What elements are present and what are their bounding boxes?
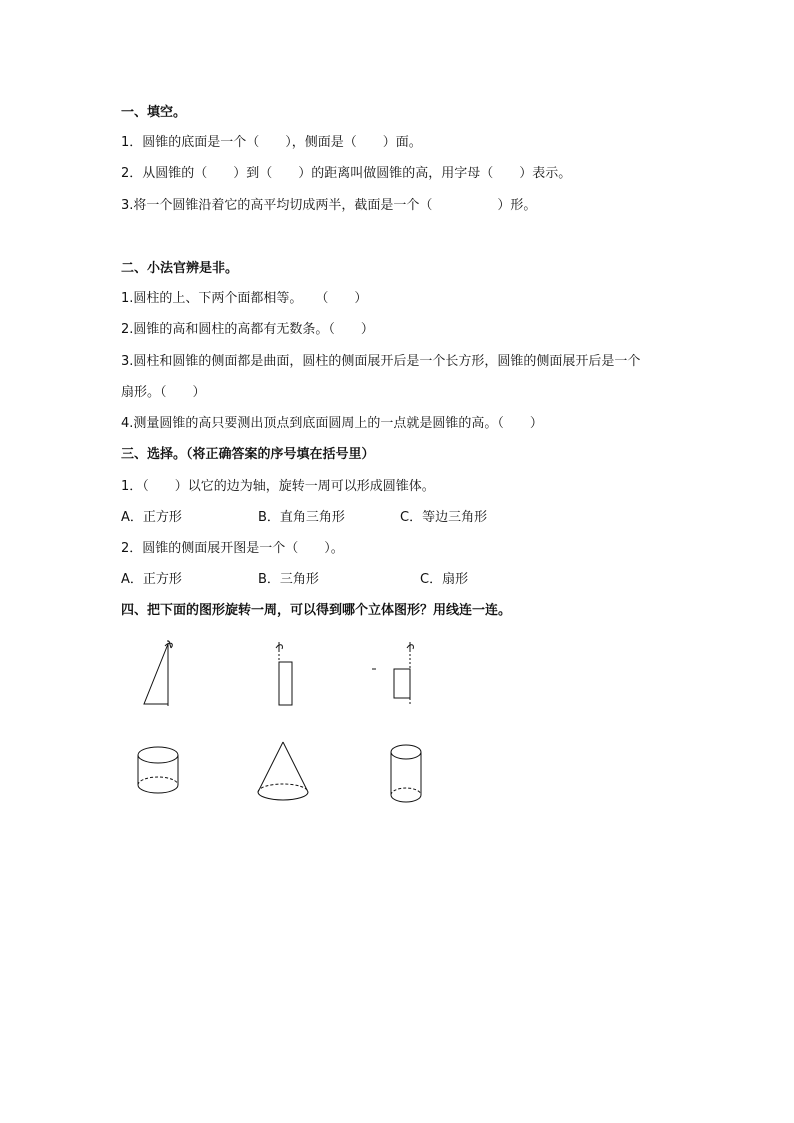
section2-question-1: 1.圆柱的上、下两个面都相等。 （ ） xyxy=(121,291,368,306)
section2-question-3-line1: 3.圆柱和圆锥的侧面都是曲面，圆柱的侧面展开后是一个长方形，圆锥的侧面展开后是一个 xyxy=(121,354,641,369)
section2-question-3-line2: 扇形。（ ） xyxy=(121,385,206,400)
section3-question-2: 2．圆锥的侧面展开图是一个（ ）。 xyxy=(121,541,344,556)
section2-question-4: 4.测量圆锥的高只要测出顶点到底面圆周上的一点就是圆锥的高。（ ） xyxy=(121,416,543,431)
section3-q2-option-b: B．三角形 xyxy=(258,572,319,587)
section1-question-2: 2．从圆锥的（ ）到（ ）的距离叫做圆锥的高，用字母（ ）表示。 xyxy=(121,166,572,181)
section2-heading: 二、小法官辨是非。 xyxy=(121,261,239,276)
section1-question-3: 3.将一个圆锥沿着它的高平均切成两半，截面是一个（ ）形。 xyxy=(121,198,537,213)
section1-heading: 一、填空。 xyxy=(121,105,187,120)
short-cylinder-icon xyxy=(134,744,182,796)
section3-question-1: 1．（ ）以它的边为轴，旋转一周可以形成圆锥体。 xyxy=(121,479,435,494)
cone-icon xyxy=(255,740,311,804)
section3-q1-option-b: B．直角三角形 xyxy=(258,510,345,525)
section3-q2-option-c: C．扇形 xyxy=(420,572,469,587)
short-rectangle-icon xyxy=(370,640,420,710)
section1-question-1: 1．圆锥的底面是一个（ ），侧面是（ ）面。 xyxy=(121,135,422,150)
section4-heading: 四、把下面的图形旋转一周，可以得到哪个立体图形？用线连一连。 xyxy=(121,603,512,618)
section2-question-2: 2.圆锥的高和圆柱的高都有无数条。（ ） xyxy=(121,322,374,337)
right-triangle-icon xyxy=(138,638,184,710)
section3-heading: 三、选择。（将正确答案的序号填在括号里） xyxy=(121,447,375,462)
section3-q1-option-a: A．正方形 xyxy=(121,510,182,525)
tall-rectangle-icon xyxy=(270,640,300,710)
tall-cylinder-icon xyxy=(386,742,426,806)
section3-q2-option-a: A．正方形 xyxy=(121,572,182,587)
section3-q1-option-c: C．等边三角形 xyxy=(400,510,488,525)
